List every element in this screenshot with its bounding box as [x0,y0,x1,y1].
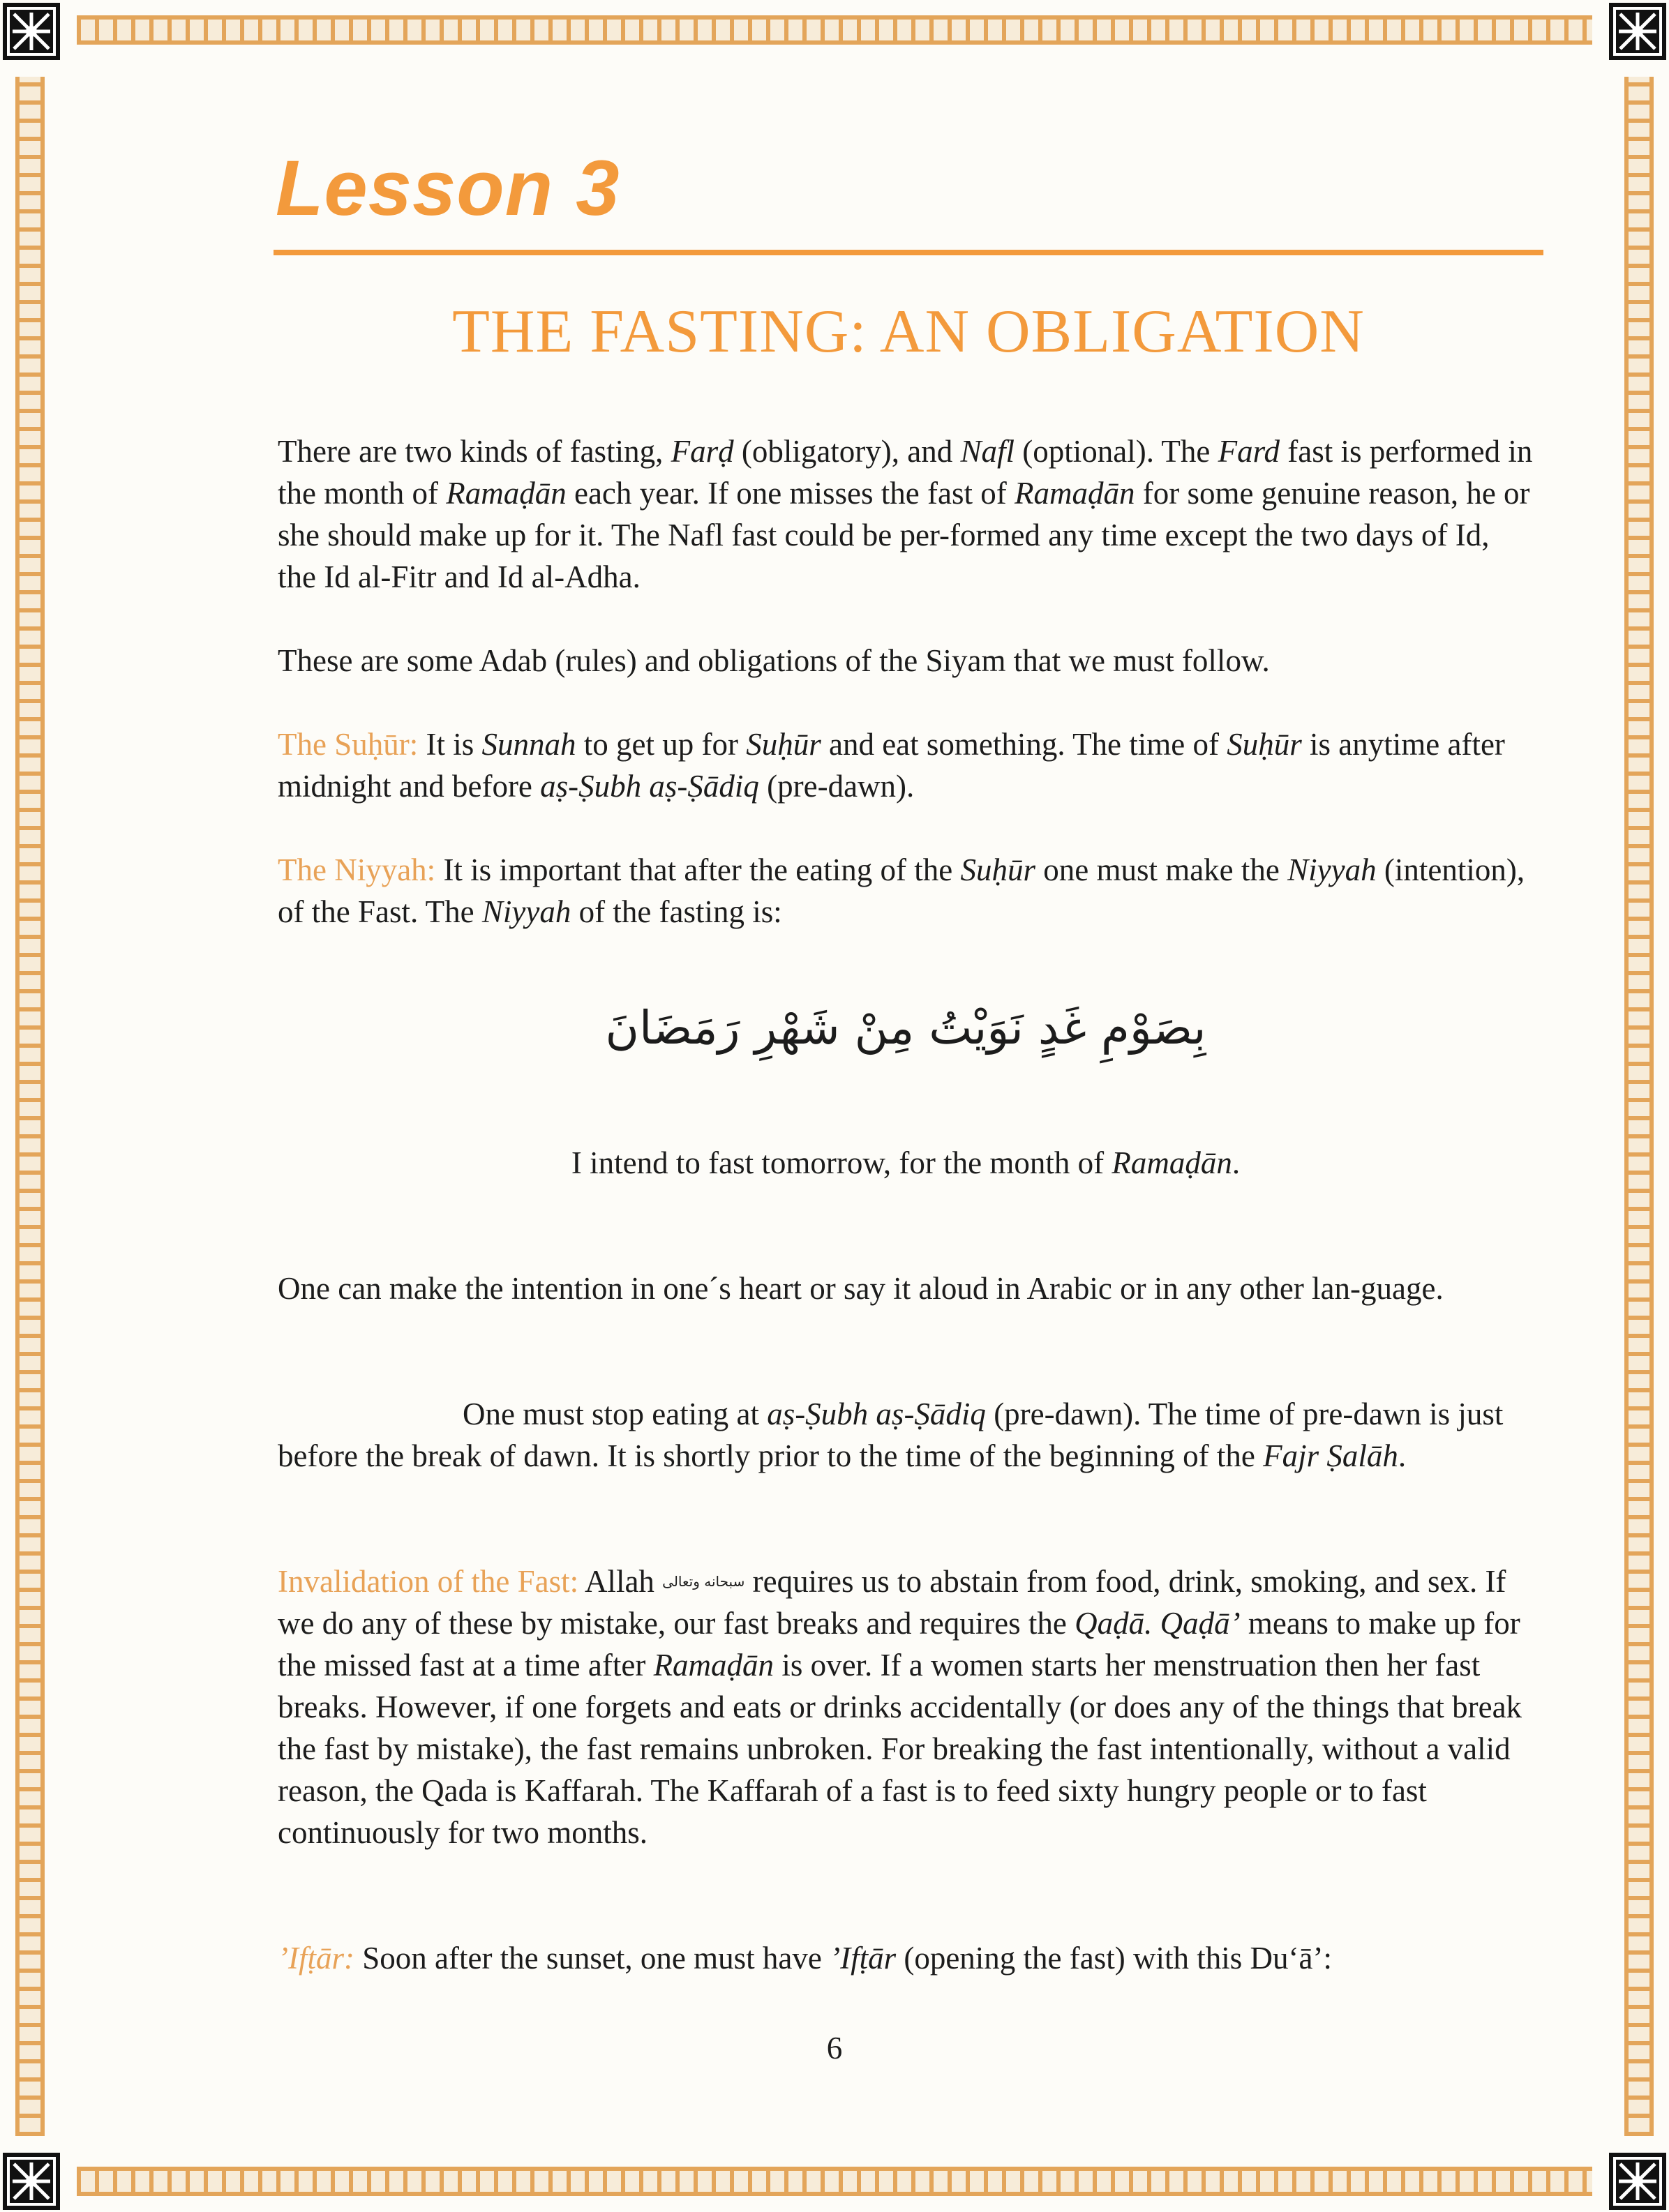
arabic-niyyah-text: بِصَوْمِ غَدٍ نَوَيْتُ مِنْ شَهْرِ رَمَضَانَ [605,1001,1206,1055]
niyyah-translation: I intend to fast tomorrow, for the month of Ramaḍān. [571,1145,1241,1180]
page-title: THE FASTING: AN OBLIGATION [452,298,1365,366]
section-label-iftar: ’Ifṭār: [278,1941,354,1976]
paragraph-kinds-of-fasting: There are two kinds of fasting, Farḍ (obligatory), and Nafl (optional). The Fard fast is performed in the month of Ramaḍān each year. If one misses the fast of Ramaḍān for some genuine reason, he or she should make up for it. The Nafl fast could be per-formed any time except the two days of Id, the Id al-Fitr and Id al-Adha. [278,434,1533,594]
border-left [15,77,45,2136]
border-right [1624,77,1654,2136]
paragraph-iftar: ’Ifṭār: Soon after the sunset, one must have ’Ifṭār (opening the fast) with this Du‘ā’: [278,1941,1332,1976]
section-label-invalidation: Invalidation of the Fast: [278,1564,579,1599]
lesson-title: Lesson 3 [276,144,620,232]
corner-ornament-icon [1609,2153,1666,2210]
paragraph-intention: One can make the intention in one´s heart or say it aloud in Arabic or in any other lan-guage. [278,1271,1444,1306]
paragraph-invalidation: Invalidation of the Fast: Allah سبحانه وتعالى requires us to abstain from food, drink, smoking, and sex. If we do any of these by mistake, our fast breaks and requires the Qaḍā. Qaḍā’ means to make up for the missed fast at a time after Ramaḍān is over. If a women starts her menstruation then her fast breaks. However, if one forgets and eats or drinks accidentally (or does any of the things that break the fast by mistake), the fast remains unbroken. For breaking the fast intentionally, without a valid reason, the Qada is Kaffarah. The Kaffarah of a fast is to feed sixty hungry people or to fast continuously for two months. [278,1564,1522,1850]
border-top [77,15,1592,45]
paragraph-adab: These are some Adab (rules) and obligations of the Siyam that we must follow. [278,643,1270,678]
paragraph-stop-eating: One must stop eating at aṣ-Ṣubh aṣ-Ṣādiq (pre-dawn). The time of pre-dawn is just before the break of dawn. It is shortly prior to the time of the beginning of the Fajr Ṣalāh. [278,1397,1504,1473]
section-label-suhur: The Suḥūr: [278,727,419,762]
honorific-symbol: سبحانه وتعالى [662,1573,745,1590]
section-label-niyyah: The Niyyah: [278,852,436,887]
page-number: 6 [826,2031,843,2066]
corner-ornament-icon [3,2153,60,2210]
border-bottom [77,2167,1592,2196]
paragraph-niyyah: The Niyyah: It is important that after the eating of the Suḥūr one must make the Niyyah (intention), of the Fast. The Niyyah of the fasting is: [278,852,1525,929]
title-divider [274,250,1543,255]
corner-ornament-icon [1609,3,1666,60]
corner-ornament-icon [3,3,60,60]
paragraph-suhur: The Suḥūr: It is Sunnah to get up for Suḥūr and eat something. The time of Suḥūr is anytime after midnight and before aṣ-Ṣubh aṣ-Ṣādiq (pre-dawn). [278,727,1505,804]
